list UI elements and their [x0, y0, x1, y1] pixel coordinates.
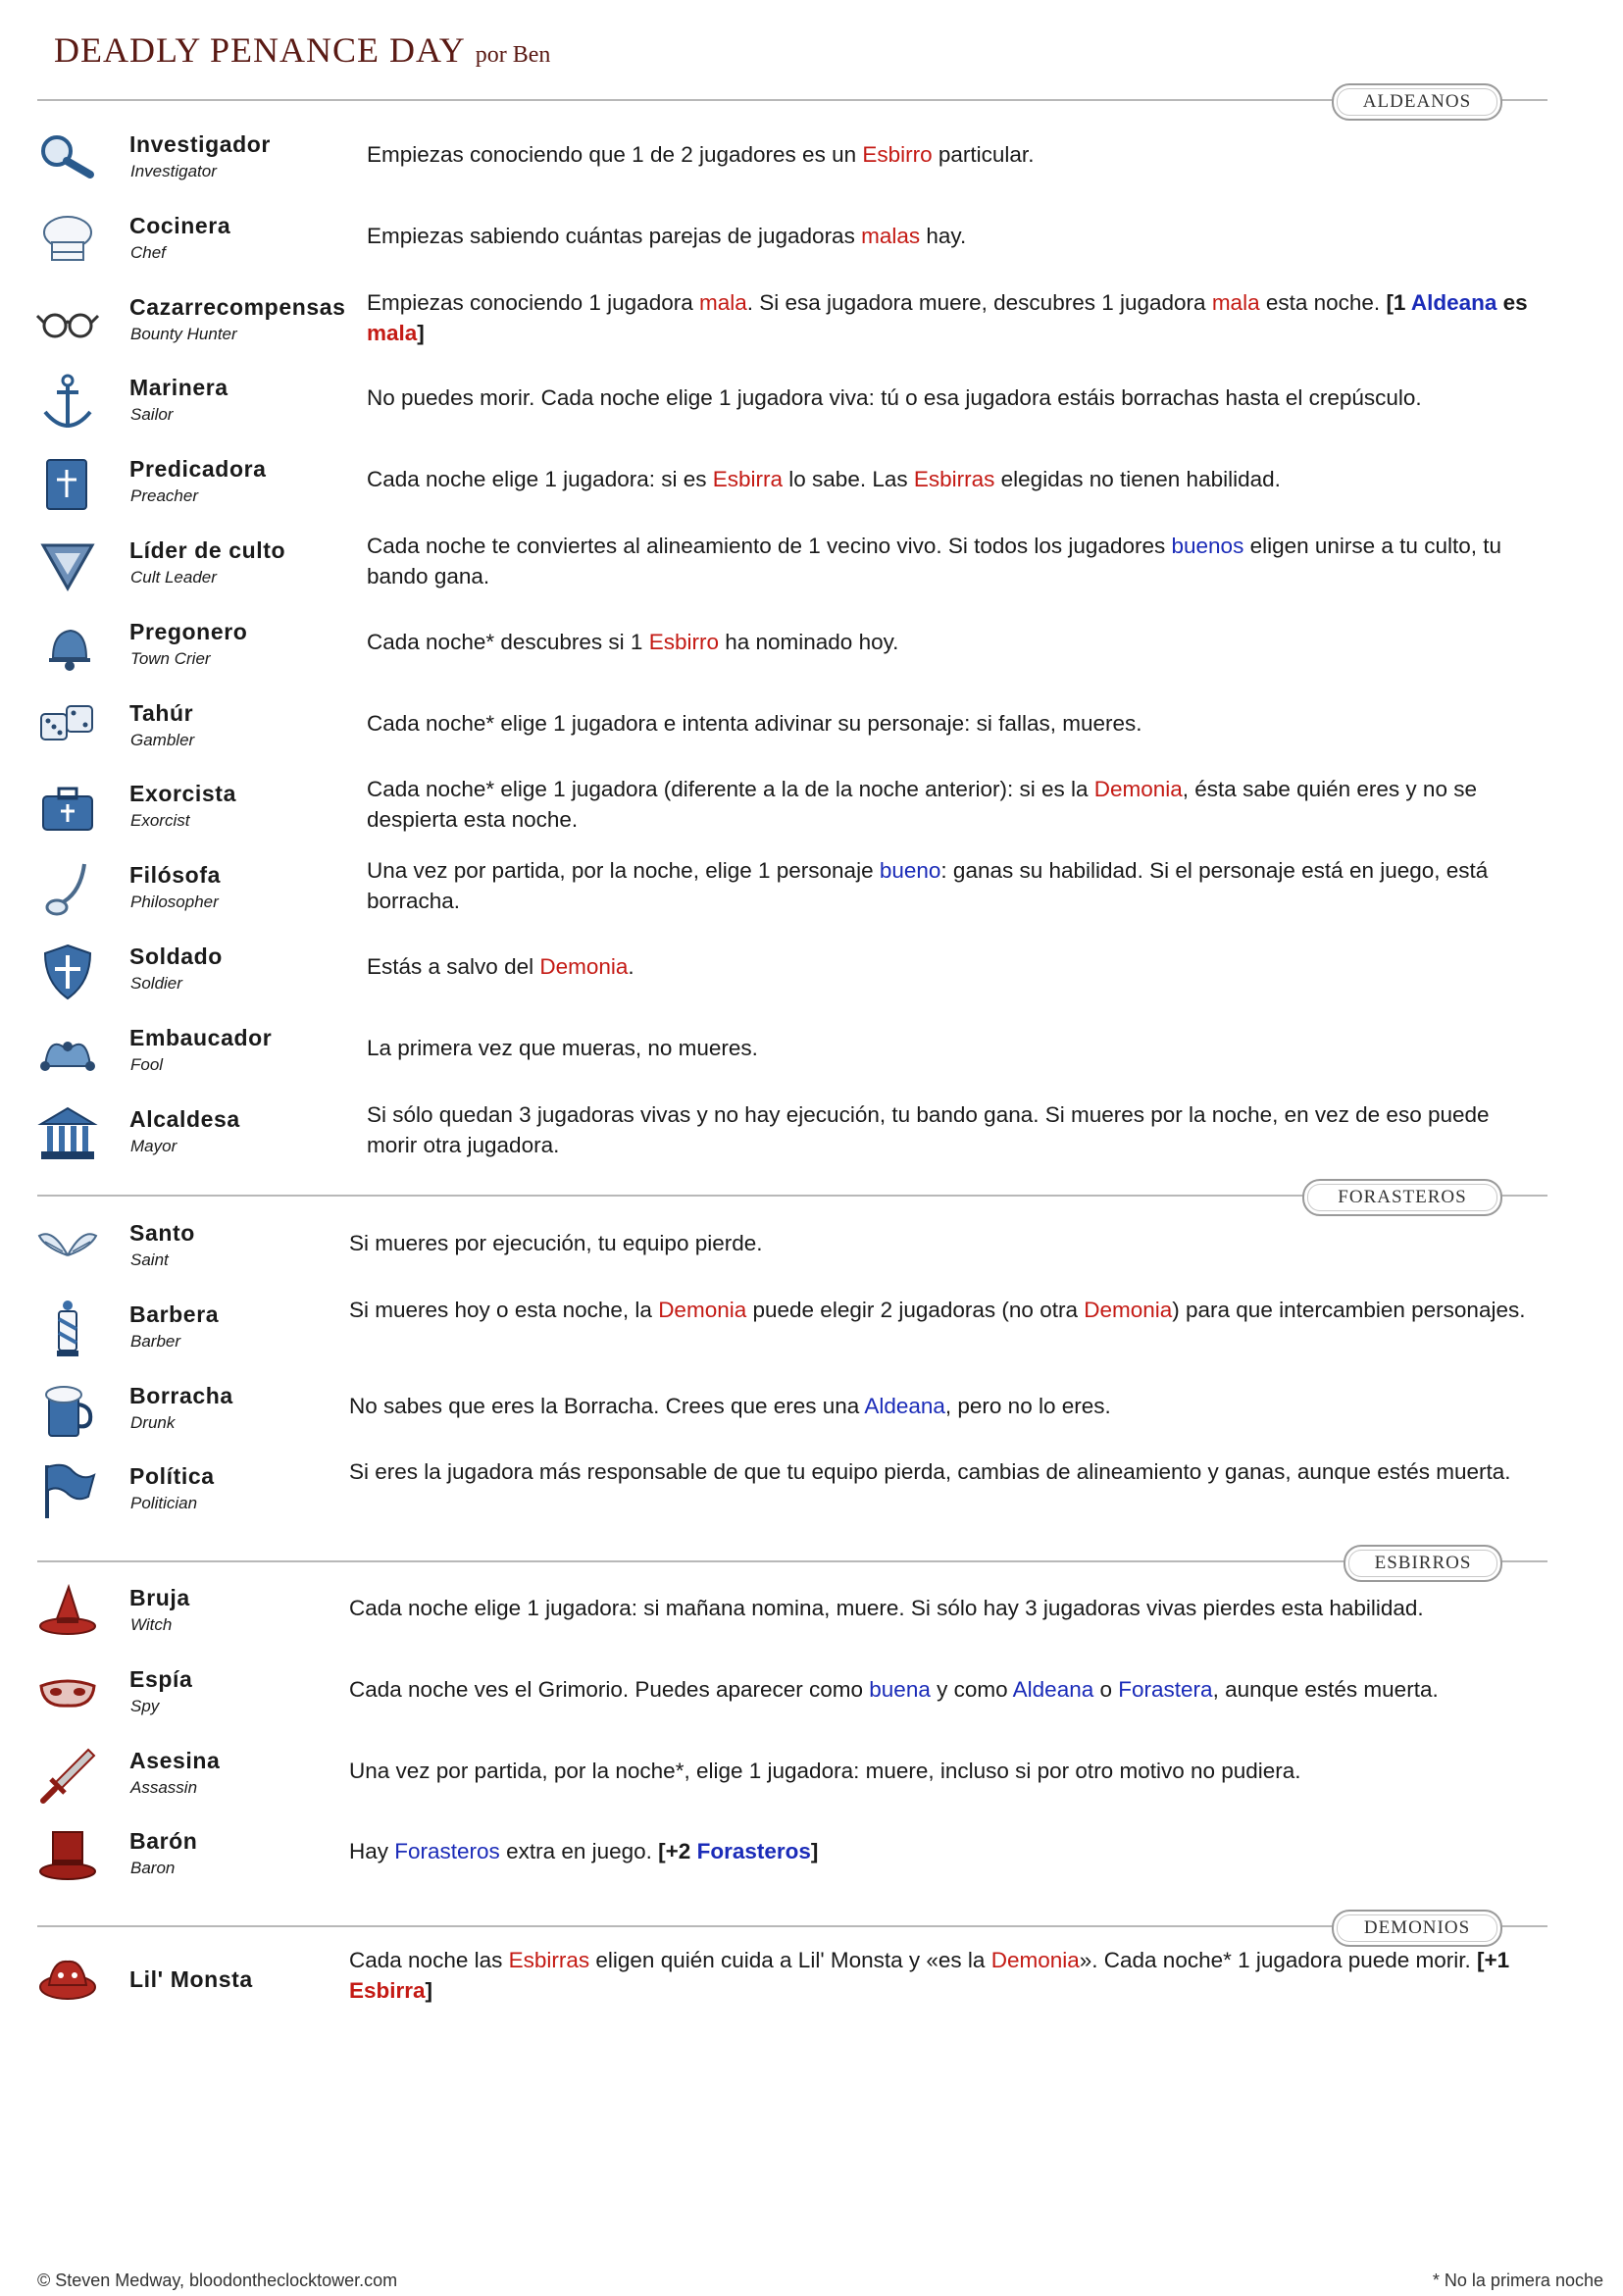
ability-text: Cada noche ves el Grimorio. Puedes aparecer como	[349, 1676, 870, 1702]
character-row	[0, 1292, 1623, 1370]
good-keyword: Forasteros	[696, 1839, 811, 1864]
ability-text: La primera vez que mueras, no mueres.	[367, 1035, 758, 1060]
ability-text: : ganas su habilidad. Si el personaje está en juego, está borracha.	[367, 858, 1489, 914]
beer-mug-icon	[35, 1379, 100, 1444]
character-english-name: Saint	[130, 1250, 169, 1269]
character-ability	[349, 1756, 1539, 1786]
glasses-icon	[35, 290, 100, 355]
character-row	[0, 365, 1623, 443]
character-ability	[367, 951, 1539, 982]
ability-text: Cada noche* elige 1 jugadora e intenta adivinar su personaje: si fallas, mueres.	[367, 710, 1142, 736]
character-ability	[367, 531, 1539, 591]
character-name: Marinera	[129, 375, 228, 401]
section-divider	[37, 99, 1547, 101]
evil-keyword: Esbirras	[913, 467, 995, 492]
character-name: Filósofa	[129, 862, 221, 889]
character-name: Lil' Monsta	[129, 1966, 253, 1992]
character-name: Líder de culto	[129, 537, 286, 563]
shield-icon	[35, 940, 100, 1004]
character-english-name: Philosopher	[130, 893, 219, 912]
jester-icon	[35, 1021, 100, 1086]
character-row	[0, 1015, 1623, 1094]
section-badge-demons: DEMONIOS	[1332, 1910, 1502, 1947]
character-row	[0, 528, 1623, 606]
ability-text: puede elegir 2 jugadoras (no otra	[746, 1297, 1085, 1322]
character-row	[0, 1818, 1623, 1897]
ability-text: ]	[417, 320, 425, 345]
character-english-name: Assassin	[130, 1777, 198, 1797]
character-ability	[367, 627, 1539, 657]
character-row	[0, 1454, 1623, 1532]
character-english-name: Town Crier	[130, 648, 211, 668]
character-english-name: Soldier	[130, 974, 182, 993]
character-english-name: Mayor	[130, 1136, 178, 1155]
copyright-footer: © Steven Medway, bloodontheclocktower.com	[37, 2270, 398, 2290]
evil-keyword: Esbirra	[349, 1978, 426, 2003]
evil-keyword: Demonia	[658, 1297, 747, 1322]
character-ability	[349, 1674, 1539, 1705]
ability-text: Si mueres por ejecución, tu equipo pierde.	[349, 1231, 763, 1255]
character-row	[0, 284, 1623, 363]
ability-text: Cada noche* elige 1 jugadora (diferente a la de la noche anterior): si es la	[367, 777, 1094, 802]
ability-text: Empiezas conociendo que 1 de 2 jugadores es un	[367, 142, 863, 167]
ability-text: ) para que intercambien personajes.	[1172, 1297, 1526, 1322]
character-name: Soldado	[129, 944, 223, 969]
ability-text: eligen quién cuida a Lil' Monsta y «es la	[589, 1948, 991, 1972]
first-night-note: * No la primera noche	[1432, 2270, 1603, 2290]
character-english-name: Politician	[130, 1494, 198, 1513]
good-keyword: buenos	[1171, 534, 1244, 558]
character-ability	[367, 139, 1539, 170]
section-badge-minions: ESBIRROS	[1344, 1545, 1502, 1582]
ability-text: Cada noche elige 1 jugadora: si mañana nomina, muere. Si sólo hay 3 jugadoras vivas pierdes esta habilidad.	[349, 1596, 1424, 1620]
good-keyword: Aldeana	[1410, 289, 1497, 315]
ability-text: Cada noche* descubres si 1	[367, 629, 649, 654]
character-name: Espía	[129, 1665, 193, 1692]
character-name: Cocinera	[129, 212, 231, 238]
character-english-name: Preacher	[130, 486, 198, 506]
ability-text: Cada noche elige 1 jugadora: si es	[367, 467, 713, 492]
ability-text: , ésta sabe quién eres y no se despierta esta noche.	[367, 777, 1477, 833]
good-keyword: Forasteros	[394, 1839, 500, 1864]
character-english-name: Witch	[130, 1615, 173, 1634]
ability-text: y como	[930, 1676, 1013, 1702]
barber-pole-icon	[35, 1298, 100, 1362]
evil-keyword: mala	[698, 289, 747, 315]
ability-text: No puedes morir. Cada noche elige 1 jugadora viva: tú o esa jugadora estáis borrachas hasta el crepúsculo.	[367, 385, 1422, 411]
character-name: Cazarrecompensas	[129, 293, 346, 320]
character-row	[0, 771, 1623, 849]
evil-keyword: Esbirro	[862, 142, 933, 167]
character-ability	[349, 1391, 1539, 1421]
character-ability	[349, 1295, 1539, 1325]
character-row	[0, 934, 1623, 1012]
ability-text: elegidas no tienen habilidad.	[994, 467, 1281, 492]
evil-keyword: Demonia	[1084, 1297, 1173, 1322]
character-ability	[367, 383, 1539, 413]
ability-text: esta noche.	[1259, 289, 1387, 315]
bible-icon	[35, 452, 100, 517]
pipe-icon	[35, 858, 100, 923]
page-title	[54, 29, 550, 71]
character-row	[0, 1575, 1623, 1654]
character-english-name: Sailor	[130, 405, 174, 425]
character-ability	[367, 774, 1539, 835]
bell-icon	[35, 615, 100, 680]
flag-icon	[35, 1459, 100, 1524]
good-keyword: Aldeana	[1012, 1676, 1094, 1702]
top-hat-icon	[35, 1824, 100, 1889]
good-keyword: Forastera	[1118, 1676, 1213, 1702]
evil-keyword: malas	[861, 223, 921, 248]
character-name: Pregonero	[129, 618, 248, 644]
character-ability	[349, 1228, 1539, 1258]
good-keyword: bueno	[879, 858, 941, 884]
ability-text: Una vez por partida, por la noche, elige 1 personaje	[367, 858, 880, 884]
evil-keyword: Esbirro	[648, 629, 719, 654]
ability-text: [+1	[1477, 1948, 1510, 1972]
character-ability	[349, 1456, 1539, 1487]
character-name: Santo	[129, 1220, 195, 1246]
character-name: Política	[129, 1463, 215, 1490]
wings-icon	[35, 1216, 100, 1281]
character-ability	[367, 1033, 1539, 1063]
character-name: Embaucador	[129, 1024, 273, 1050]
ability-text: Una vez por partida, por la noche*, elige 1 jugadora: muere, incluso si por otro motivo no pudiera.	[349, 1758, 1301, 1783]
script-title: DEADLY PENANCE DAY	[54, 30, 466, 70]
character-name: Investigador	[129, 131, 271, 157]
character-row	[0, 609, 1623, 688]
ability-text: o	[1093, 1676, 1119, 1702]
character-row	[0, 1210, 1623, 1289]
character-row	[0, 852, 1623, 931]
character-english-name: Chef	[130, 242, 166, 262]
character-name: Barbera	[129, 1301, 220, 1327]
town-hall-icon	[35, 1102, 100, 1167]
character-row	[0, 1373, 1623, 1452]
character-ability	[367, 708, 1539, 739]
character-name: Barón	[129, 1828, 198, 1855]
character-ability	[367, 221, 1539, 251]
script-author: por Ben	[475, 42, 551, 68]
character-ability	[367, 287, 1539, 348]
character-ability	[349, 1836, 1539, 1866]
ability-text: es	[1496, 289, 1528, 315]
evil-keyword: Demonia	[539, 954, 629, 979]
ability-text: lo sabe. Las	[783, 467, 914, 492]
mask-icon	[35, 1662, 100, 1727]
ability-text: , pero no lo eres.	[944, 1393, 1111, 1418]
character-row	[0, 122, 1623, 200]
ability-text: Si eres la jugadora más responsable de que tu equipo pierda, cambias de alineamiento y ganas, aunque estés muerta.	[349, 1459, 1511, 1485]
character-english-name: Exorcist	[130, 811, 190, 831]
character-ability	[349, 1593, 1539, 1623]
character-english-name: Investigator	[130, 162, 217, 180]
character-english-name: Bounty Hunter	[130, 324, 237, 343]
character-ability	[367, 855, 1539, 916]
character-name: Exorcista	[129, 781, 236, 807]
character-ability	[367, 464, 1539, 494]
character-row	[0, 1657, 1623, 1735]
ability-text: particular.	[932, 142, 1035, 167]
character-english-name: Drunk	[130, 1412, 176, 1432]
ability-text: Cada noche te conviertes al alineamiento de 1 vecino vivo. Si todos los jugadores	[367, 534, 1172, 558]
ability-text: Estás a salvo del	[367, 954, 540, 979]
character-row	[0, 1738, 1623, 1816]
good-keyword: buena	[869, 1676, 931, 1702]
ability-text: eligen unirse a tu culto, tu bando gana.	[367, 534, 1501, 588]
ability-text: Si sólo quedan 3 jugadoras vivas y no hay ejecución, tu bando gana. Si mueres por la noche, en vez de eso puede morir otra jugadora.	[367, 1101, 1490, 1157]
character-row	[0, 1097, 1623, 1175]
evil-keyword: mala	[1211, 289, 1260, 315]
case-icon	[35, 777, 100, 842]
character-name: Bruja	[129, 1585, 190, 1610]
monster-hat-icon	[35, 1948, 100, 2013]
ability-text: [+2	[658, 1839, 697, 1864]
ability-text: Cada noche las	[349, 1948, 509, 1972]
character-english-name: Gambler	[130, 730, 195, 749]
ability-text: [1	[1386, 289, 1411, 315]
ability-text: ». Cada noche* 1 jugadora puede morir.	[1079, 1948, 1478, 1972]
evil-keyword: Esbirras	[508, 1948, 590, 1972]
character-name: Predicadora	[129, 456, 267, 483]
character-name: Tahúr	[129, 699, 194, 726]
character-english-name: Baron	[130, 1859, 176, 1878]
character-name: Asesina	[129, 1747, 221, 1773]
character-english-name: Barber	[130, 1331, 181, 1351]
ability-text: . Si esa jugadora muere, descubres 1 jugadora	[746, 289, 1212, 315]
evil-keyword: Demonia	[990, 1948, 1080, 1972]
evil-keyword: Demonia	[1093, 777, 1183, 802]
section-divider	[37, 1560, 1547, 1562]
character-name: Borracha	[129, 1382, 233, 1408]
ability-text: Si mueres hoy o esta noche, la	[349, 1297, 659, 1322]
character-name: Alcaldesa	[129, 1105, 240, 1132]
section-badge-townsfolk: ALDEANOS	[1332, 83, 1502, 121]
magnifier-icon	[35, 128, 100, 192]
good-keyword: Aldeana	[864, 1393, 945, 1418]
ability-text: Empiezas conociendo 1 jugadora	[367, 289, 699, 315]
ability-text: .	[628, 954, 634, 979]
character-english-name: Spy	[130, 1696, 160, 1715]
ability-text: ]	[425, 1978, 433, 2003]
character-english-name: Cult Leader	[130, 568, 217, 587]
ability-text: , aunque estés muerta.	[1212, 1676, 1439, 1702]
ability-text: Empiezas sabiendo cuántas parejas de jugadoras	[367, 223, 862, 248]
chef-hat-icon	[35, 209, 100, 274]
evil-keyword: Esbirra	[712, 467, 784, 492]
dagger-icon	[35, 1744, 100, 1809]
character-ability	[349, 1945, 1539, 2006]
ability-text: ]	[810, 1839, 819, 1864]
triangle-emblem-icon	[35, 534, 100, 598]
ability-text: ha nominado hoy.	[718, 629, 899, 654]
character-row	[0, 1942, 1623, 2020]
anchor-icon	[35, 371, 100, 435]
witch-hat-icon	[35, 1581, 100, 1646]
character-row	[0, 203, 1623, 281]
section-badge-outsiders: FORASTEROS	[1302, 1179, 1502, 1216]
dice-icon	[35, 696, 100, 761]
ability-text: hay.	[920, 223, 967, 248]
ability-text: No sabes que eres la Borracha. Crees que eres una	[349, 1393, 865, 1418]
section-divider	[37, 1925, 1547, 1927]
evil-keyword: mala	[367, 320, 418, 345]
ability-text: Hay	[349, 1839, 395, 1864]
ability-text: extra en juego.	[499, 1839, 659, 1864]
character-row	[0, 690, 1623, 769]
character-row	[0, 446, 1623, 525]
character-english-name: Fool	[130, 1054, 164, 1074]
character-ability	[367, 1099, 1539, 1160]
